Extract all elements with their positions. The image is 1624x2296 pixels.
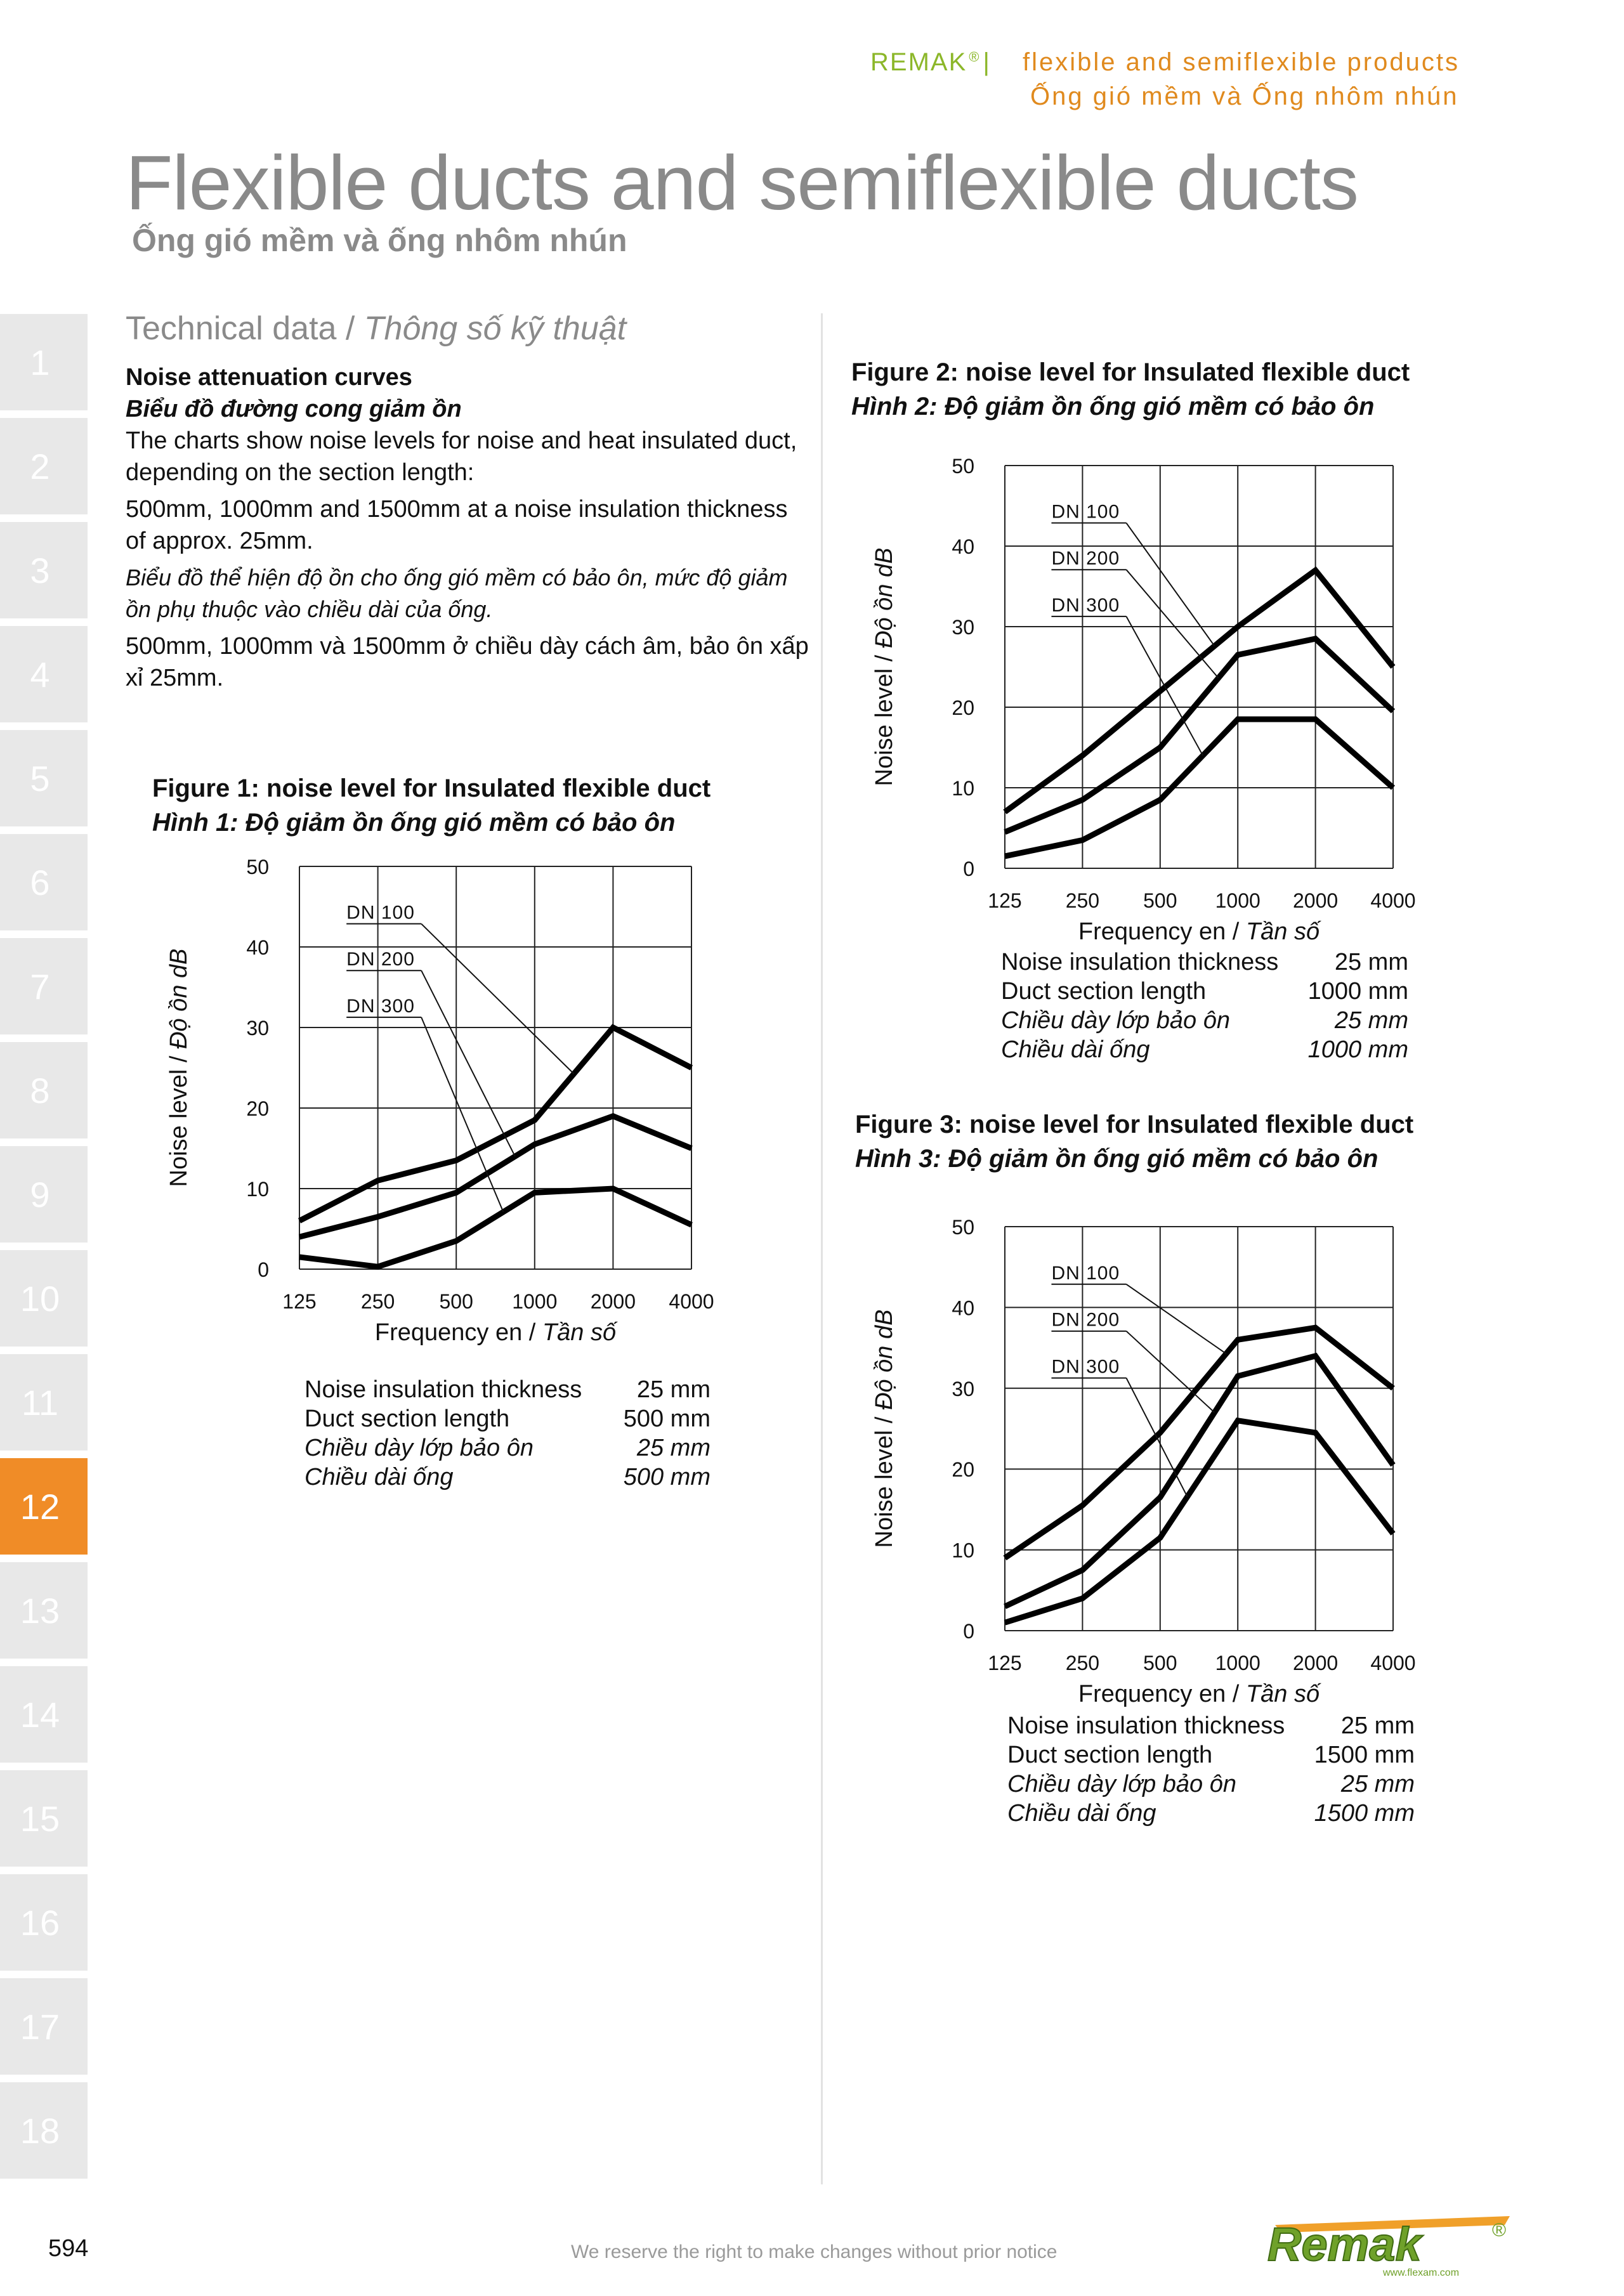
section-title-vi: Thông số kỹ thuật xyxy=(363,310,627,347)
chapter-tab[interactable]: 4 xyxy=(0,626,88,722)
series-label: DN 100 xyxy=(1051,501,1120,523)
series-line-dn100 xyxy=(299,1027,691,1221)
spec-label: Noise insulation thickness xyxy=(1001,949,1279,975)
figure-3-spec xyxy=(1007,1711,1415,1828)
x-axis-label-vi: Tần số xyxy=(542,1319,617,1346)
chapter-tab[interactable]: 18 xyxy=(0,2082,88,2179)
intro-paragraph-4: 500mm, 1000mm và 1500mm ở chiều dày cách âm, bảo ôn xấp xỉ 25mm. xyxy=(126,633,809,691)
series-line-dn300 xyxy=(1005,1421,1393,1623)
page-title: Flexible ducts and semiflexible ducts xyxy=(126,140,1359,226)
chapter-tab[interactable]: 10 xyxy=(0,1250,88,1347)
chapter-tab[interactable]: 16 xyxy=(0,1874,88,1971)
figure-title-vi: Hình 2: Độ giảm ồn ống gió mềm có bảo ôn xyxy=(851,393,1375,421)
spec-label: Chiều dài ống xyxy=(304,1464,454,1490)
y-tick-label: 30 xyxy=(246,1017,269,1040)
figure-1-spec xyxy=(304,1375,710,1492)
chapter-tab[interactable]: 15 xyxy=(0,1770,88,1867)
chapter-tab-active[interactable]: 12 xyxy=(0,1458,88,1555)
x-tick-label: 125 xyxy=(988,1652,1022,1674)
y-tick-label: 20 xyxy=(246,1097,269,1120)
chart-grid xyxy=(1005,1227,1393,1631)
series-leader-line xyxy=(1126,1331,1214,1412)
x-tick-label: 250 xyxy=(1065,1652,1100,1674)
series-line-dn300 xyxy=(1005,719,1393,856)
spec-value: 25 mm xyxy=(1340,1712,1415,1739)
x-axis-label xyxy=(375,1319,618,1346)
spec-label: Duct section length xyxy=(304,1406,510,1432)
spec-row xyxy=(1001,1035,1408,1064)
spec-row xyxy=(304,1375,710,1404)
brand-name: REMAK xyxy=(870,48,967,76)
spec-label: Chiều dày lớp bảo ôn xyxy=(1007,1771,1236,1797)
logo-word: Remak xyxy=(1267,2218,1422,2271)
intro-heading-en: Noise attenuation curves xyxy=(126,364,412,391)
spec-row xyxy=(1007,1799,1415,1828)
spec-value: 25 mm xyxy=(1334,949,1408,975)
spec-row xyxy=(1007,1711,1415,1740)
x-tick-label: 500 xyxy=(439,1290,473,1313)
series-label: DN 200 xyxy=(1051,548,1120,570)
figure-title-en: Figure 2: noise level for Insulated flexible duct xyxy=(851,358,1410,386)
header-category-en: flexible and semiflexible products xyxy=(1023,48,1460,76)
series-line-dn200 xyxy=(1005,1356,1393,1607)
header-separator: | xyxy=(983,48,991,76)
chapter-tab[interactable]: 14 xyxy=(0,1666,88,1763)
spec-value: 1000 mm xyxy=(1307,1036,1408,1063)
x-axis-label-en: Frequency en / xyxy=(1078,918,1246,945)
y-tick-label: 50 xyxy=(952,1216,974,1239)
y-axis-label xyxy=(166,949,192,1187)
chapter-tab[interactable]: 6 xyxy=(0,834,88,930)
y-axis-label-en: Noise level / xyxy=(166,1048,192,1187)
figure-3-title xyxy=(855,1107,1413,1176)
spec-value: 1500 mm xyxy=(1314,1800,1415,1827)
spec-label: Chiều dày lớp bảo ôn xyxy=(1001,1007,1230,1034)
series-label: DN 300 xyxy=(346,995,415,1017)
chapter-tab[interactable]: 13 xyxy=(0,1562,88,1659)
x-axis-label-vi: Tần số xyxy=(1245,1681,1320,1707)
figure-title-vi: Hình 1: Độ giảm ồn ống gió mềm có bảo ôn xyxy=(152,809,676,837)
series-label: DN 200 xyxy=(346,949,415,970)
x-tick-label: 125 xyxy=(988,889,1022,912)
series-leader-line xyxy=(421,924,573,1074)
spec-row xyxy=(1007,1740,1415,1770)
spec-row xyxy=(304,1433,710,1463)
y-tick-label: 40 xyxy=(246,936,269,959)
spec-value: 500 mm xyxy=(623,1464,710,1490)
y-tick-label: 40 xyxy=(952,535,974,558)
spec-row xyxy=(304,1404,710,1433)
y-axis-label-vi: Độ ồn dB xyxy=(871,1309,898,1410)
logo-graphic xyxy=(1256,2211,1522,2281)
series-leader-line xyxy=(1126,570,1218,678)
y-tick-label: 0 xyxy=(963,858,974,880)
y-tick-label: 0 xyxy=(258,1258,269,1281)
series-label: DN 300 xyxy=(1051,594,1120,616)
spec-row xyxy=(304,1463,710,1492)
y-axis-label-en: Noise level / xyxy=(871,648,898,786)
series-label: DN 100 xyxy=(346,902,415,923)
spec-value: 1500 mm xyxy=(1314,1742,1415,1768)
figure-2-spec xyxy=(1001,948,1408,1064)
page-number: 594 xyxy=(48,2235,89,2262)
spec-label: Chiều dài ống xyxy=(1007,1800,1156,1827)
figure-title-en: Figure 1: noise level for Insulated flexible duct xyxy=(152,774,711,802)
header-brand xyxy=(870,48,991,77)
series-line-dn100 xyxy=(1005,1327,1393,1558)
section-title xyxy=(126,310,626,348)
series-line-dn200 xyxy=(1005,639,1393,832)
y-tick-label: 10 xyxy=(952,1539,974,1562)
x-tick-label: 4000 xyxy=(1370,1652,1416,1674)
spec-row xyxy=(1001,1006,1408,1035)
x-tick-label: 4000 xyxy=(1370,889,1416,912)
remak-logo xyxy=(1256,2211,1522,2281)
x-tick-label: 500 xyxy=(1143,1652,1177,1674)
intro-text xyxy=(126,362,811,694)
intro-paragraph-1: The charts show noise levels for noise and heat insulated duct, depending on the section length: xyxy=(126,427,797,486)
spec-label: Duct section length xyxy=(1007,1742,1213,1768)
chapter-tab[interactable]: 17 xyxy=(0,1978,88,2075)
series-leader-line xyxy=(1126,523,1214,646)
series-label: DN 200 xyxy=(1051,1309,1120,1331)
chapter-tab[interactable]: 5 xyxy=(0,730,88,826)
y-tick-label: 20 xyxy=(952,1458,974,1482)
y-tick-label: 50 xyxy=(952,455,974,478)
intro-paragraph-2: 500mm, 1000mm and 1500mm at a noise insulation thickness of approx. 25mm. xyxy=(126,496,788,554)
series-leader-line xyxy=(421,1017,503,1212)
spec-value: 500 mm xyxy=(623,1406,710,1432)
spec-value: 25 mm xyxy=(1334,1007,1408,1034)
spec-label: Noise insulation thickness xyxy=(304,1376,582,1403)
figure-1-title xyxy=(152,771,710,840)
spec-row xyxy=(1001,948,1408,977)
x-tick-label: 250 xyxy=(360,1290,395,1313)
series-label: DN 100 xyxy=(1051,1262,1120,1284)
chart-grid xyxy=(1005,466,1393,868)
chapter-tabs xyxy=(0,314,88,2186)
y-axis-label-vi: Độ ồn dB xyxy=(166,948,192,1049)
spec-label: Duct section length xyxy=(1001,978,1207,1005)
y-axis-label xyxy=(871,548,898,786)
spec-row xyxy=(1007,1770,1415,1799)
y-axis-label xyxy=(871,1310,898,1548)
series-label: DN 300 xyxy=(1051,1356,1120,1378)
chapter-tab[interactable]: 1 xyxy=(0,314,88,410)
series-leader-line xyxy=(421,970,515,1156)
series-line-dn300 xyxy=(299,1189,691,1267)
x-tick-label: 1000 xyxy=(1215,889,1261,912)
section-title-en: Technical data / xyxy=(126,310,364,347)
x-tick-label: 2000 xyxy=(1293,1652,1339,1674)
y-tick-label: 40 xyxy=(952,1296,974,1320)
y-axis-label-vi: Độ ồn dB xyxy=(871,547,898,648)
chart-grid xyxy=(299,866,691,1269)
spec-value: 1000 mm xyxy=(1307,978,1408,1005)
logo-url: www.flexam.com xyxy=(1383,2267,1460,2278)
x-axis-label xyxy=(1078,918,1321,945)
x-tick-label: 1000 xyxy=(512,1290,558,1313)
spec-value: 25 mm xyxy=(636,1435,710,1461)
x-axis-label-en: Frequency en / xyxy=(374,1319,542,1346)
x-axis-label-en: Frequency en / xyxy=(1078,1681,1246,1707)
chapter-tab[interactable]: 9 xyxy=(0,1146,88,1243)
x-tick-label: 125 xyxy=(282,1290,317,1313)
y-tick-label: 0 xyxy=(963,1620,974,1643)
y-tick-label: 30 xyxy=(952,616,974,639)
series-line-dn200 xyxy=(299,1116,691,1237)
x-tick-label: 2000 xyxy=(590,1290,636,1313)
x-axis-label-vi: Tần số xyxy=(1245,918,1320,945)
intro-paragraph-3: Biểu đồ thể hiện độ ồn cho ống gió mềm có bảo ôn, mức độ giảm ồn phụ thuộc vào chiều dài của ống. xyxy=(126,564,788,622)
series-leader-line xyxy=(1126,1378,1187,1497)
spec-value: 25 mm xyxy=(636,1376,710,1403)
y-tick-label: 30 xyxy=(952,1377,974,1400)
x-tick-label: 250 xyxy=(1065,889,1100,912)
x-tick-label: 2000 xyxy=(1293,889,1339,912)
series-leader-line xyxy=(1126,1284,1226,1354)
spec-label: Chiều dài ống xyxy=(1001,1036,1150,1063)
spec-value: 25 mm xyxy=(1340,1771,1415,1797)
x-tick-label: 1000 xyxy=(1215,1652,1261,1674)
chapter-tab[interactable]: 11 xyxy=(0,1354,88,1451)
y-axis-label-en: Noise level / xyxy=(871,1409,898,1548)
page-subtitle: Ống gió mềm và ống nhôm nhún xyxy=(132,223,627,258)
figure-2-title xyxy=(851,355,1410,424)
chapter-tab[interactable]: 8 xyxy=(0,1042,88,1138)
figure-title-vi: Hình 3: Độ giảm ồn ống gió mềm có bảo ôn xyxy=(855,1145,1378,1173)
chapter-tab[interactable]: 3 xyxy=(0,522,88,618)
column-divider xyxy=(821,313,823,2184)
footer-note: We reserve the right to make changes without prior notice xyxy=(571,2241,1058,2262)
y-tick-label: 20 xyxy=(952,696,974,719)
logo-registered-mark: ® xyxy=(1492,2220,1507,2241)
series-line-dn100 xyxy=(1005,570,1393,812)
figure-title-en: Figure 3: noise level for Insulated flexible duct xyxy=(855,1111,1414,1138)
chapter-tab[interactable]: 2 xyxy=(0,418,88,514)
header-category-vi: Ống gió mềm và Ống nhôm nhún xyxy=(1030,82,1459,110)
spec-label: Chiều dày lớp bảo ôn xyxy=(304,1435,534,1461)
spec-label: Noise insulation thickness xyxy=(1007,1712,1285,1739)
spec-row xyxy=(1001,977,1408,1006)
y-tick-label: 10 xyxy=(952,777,974,800)
chapter-tab[interactable]: 7 xyxy=(0,938,88,1034)
intro-heading-vi: Biểu đồ đường cong giảm ồn xyxy=(126,396,462,422)
y-tick-label: 50 xyxy=(246,856,269,878)
y-tick-label: 10 xyxy=(246,1178,269,1201)
series-leader-line xyxy=(1126,616,1203,755)
brand-registered-mark: ® xyxy=(969,48,981,65)
x-tick-label: 4000 xyxy=(669,1290,714,1313)
x-axis-label xyxy=(1078,1681,1321,1707)
x-tick-label: 500 xyxy=(1143,889,1177,912)
